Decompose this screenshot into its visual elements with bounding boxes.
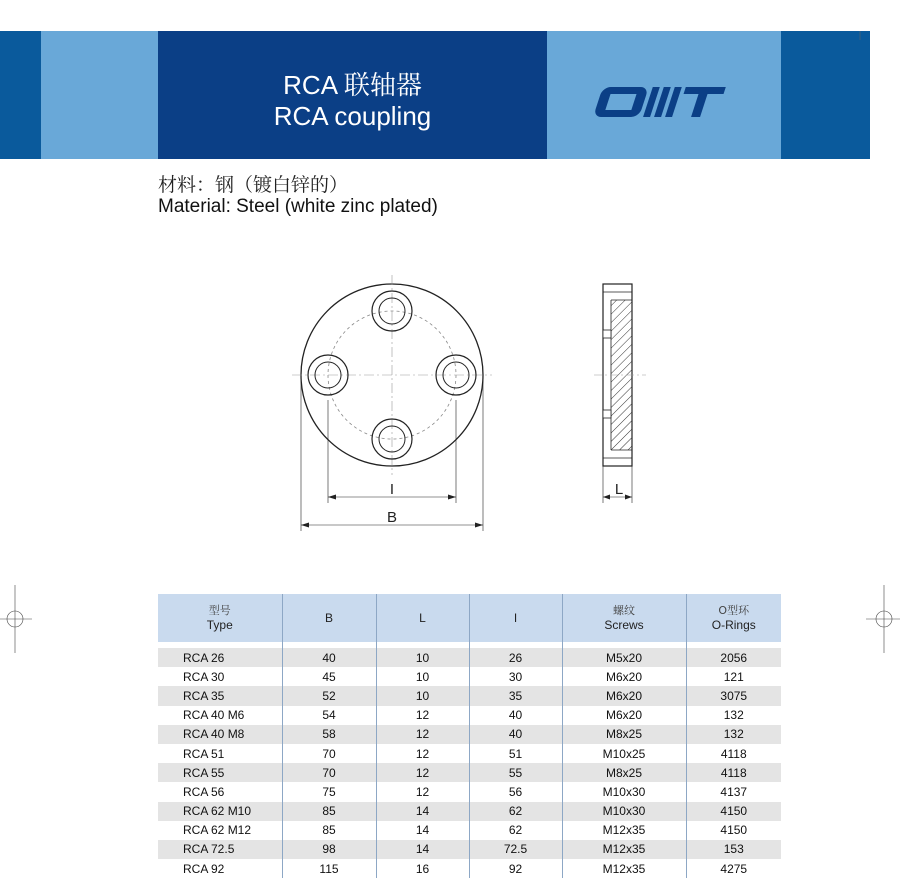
table-cell: 12 [376, 744, 469, 763]
material-chinese: 材料：钢（镀白锌的） [158, 174, 349, 196]
material-english: Material: Steel (white zinc plated) [158, 196, 438, 217]
table-cell: M6x20 [562, 667, 686, 686]
table-cell: 14 [376, 840, 469, 859]
table-cell: 10 [376, 686, 469, 705]
table-cell: 85 [282, 802, 376, 821]
table-row [158, 744, 781, 763]
table-cell: RCA 92 [158, 859, 282, 878]
table-cell: 132 [686, 706, 781, 725]
table-cell: 4275 [686, 859, 781, 878]
table-header-row [158, 594, 781, 642]
table-cell: 4118 [686, 744, 781, 763]
table-cell: 40 [469, 706, 562, 725]
table-cell: RCA 72.5 [158, 840, 282, 859]
table-cell: 55 [469, 763, 562, 782]
table-cell: 70 [282, 744, 376, 763]
table-cell: 62 [469, 821, 562, 840]
table-cell: 3075 [686, 686, 781, 705]
table-cell: M8x25 [562, 725, 686, 744]
table-cell: 40 [282, 648, 376, 667]
table-cell: M5x20 [562, 648, 686, 667]
table-cell: 70 [282, 763, 376, 782]
table-cell: 132 [686, 725, 781, 744]
table-cell: 72.5 [469, 840, 562, 859]
table-cell: 58 [282, 725, 376, 744]
table-cell: 12 [376, 706, 469, 725]
table-cell: 10 [376, 667, 469, 686]
table-cell: 14 [376, 802, 469, 821]
registration-mark-right [860, 585, 900, 655]
table-cell: 85 [282, 821, 376, 840]
table-cell: 4137 [686, 782, 781, 801]
table-cell: 30 [469, 667, 562, 686]
table-cell: RCA 62 M10 [158, 802, 282, 821]
table-cell: 12 [376, 763, 469, 782]
table-cell: 12 [376, 782, 469, 801]
table-cell: 56 [469, 782, 562, 801]
side-view [594, 284, 646, 503]
table-cell: 4150 [686, 802, 781, 821]
table-row [158, 821, 781, 840]
table-cell: 10 [376, 648, 469, 667]
table-cell: 92 [469, 859, 562, 878]
table-cell: RCA 30 [158, 667, 282, 686]
table-cell: 40 [469, 725, 562, 744]
table-cell: RCA 62 M12 [158, 821, 282, 840]
dimension-label-L: L [614, 481, 624, 498]
table-cell: 4150 [686, 821, 781, 840]
table-cell: 62 [469, 802, 562, 821]
title-chinese: RCA 联轴器 [283, 70, 422, 100]
table-cell: 75 [282, 782, 376, 801]
table-row [158, 725, 781, 744]
table-row [158, 706, 781, 725]
table-cell: M12x35 [562, 840, 686, 859]
table-cell: 35 [469, 686, 562, 705]
table-row [158, 686, 781, 705]
table-cell: 52 [282, 686, 376, 705]
table-cell: 14 [376, 821, 469, 840]
table-cell: M6x20 [562, 686, 686, 705]
table-cell: M10x30 [562, 782, 686, 801]
table-cell: RCA 26 [158, 648, 282, 667]
table-row [158, 782, 781, 801]
table-cell: RCA 56 [158, 782, 282, 801]
table-cell: 4118 [686, 763, 781, 782]
header-b: B [282, 594, 376, 642]
table-cell: M10x25 [562, 744, 686, 763]
table-cell: 2056 [686, 648, 781, 667]
header-screws: 螺纹 Screws [562, 594, 686, 642]
table-row [158, 667, 781, 686]
table-cell: RCA 51 [158, 744, 282, 763]
table-cell: 54 [282, 706, 376, 725]
table-cell: M12x35 [562, 859, 686, 878]
registration-mark-left [0, 585, 40, 655]
table-cell: 153 [686, 840, 781, 859]
header-o-rings: O型环 O-Rings [686, 594, 781, 642]
table-cell: 51 [469, 744, 562, 763]
table-row [158, 859, 781, 878]
table-cell: 26 [469, 648, 562, 667]
table-cell: M10x30 [562, 802, 686, 821]
table-cell: RCA 55 [158, 763, 282, 782]
table-cell: 16 [376, 859, 469, 878]
table-row [158, 763, 781, 782]
table-cell: 115 [282, 859, 376, 878]
table-row [158, 648, 781, 667]
header-i: I [469, 594, 562, 642]
table-cell: M12x35 [562, 821, 686, 840]
table-cell: RCA 40 M8 [158, 725, 282, 744]
dimension-label-I: I [389, 481, 395, 498]
header-l: L [376, 594, 469, 642]
table-row [158, 840, 781, 859]
table-cell: RCA 35 [158, 686, 282, 705]
spec-table [158, 594, 781, 878]
table-cell: RCA 40 M6 [158, 706, 282, 725]
dimension-label-B: B [386, 509, 398, 526]
table-cell: 98 [282, 840, 376, 859]
table-cell: 121 [686, 667, 781, 686]
table-cell: M8x25 [562, 763, 686, 782]
table-row [158, 802, 781, 821]
title-english: RCA coupling [273, 101, 432, 131]
table-cell: M6x20 [562, 706, 686, 725]
table-cell: 45 [282, 667, 376, 686]
header-type: 型号 Type [158, 594, 282, 642]
table-cell: 12 [376, 725, 469, 744]
